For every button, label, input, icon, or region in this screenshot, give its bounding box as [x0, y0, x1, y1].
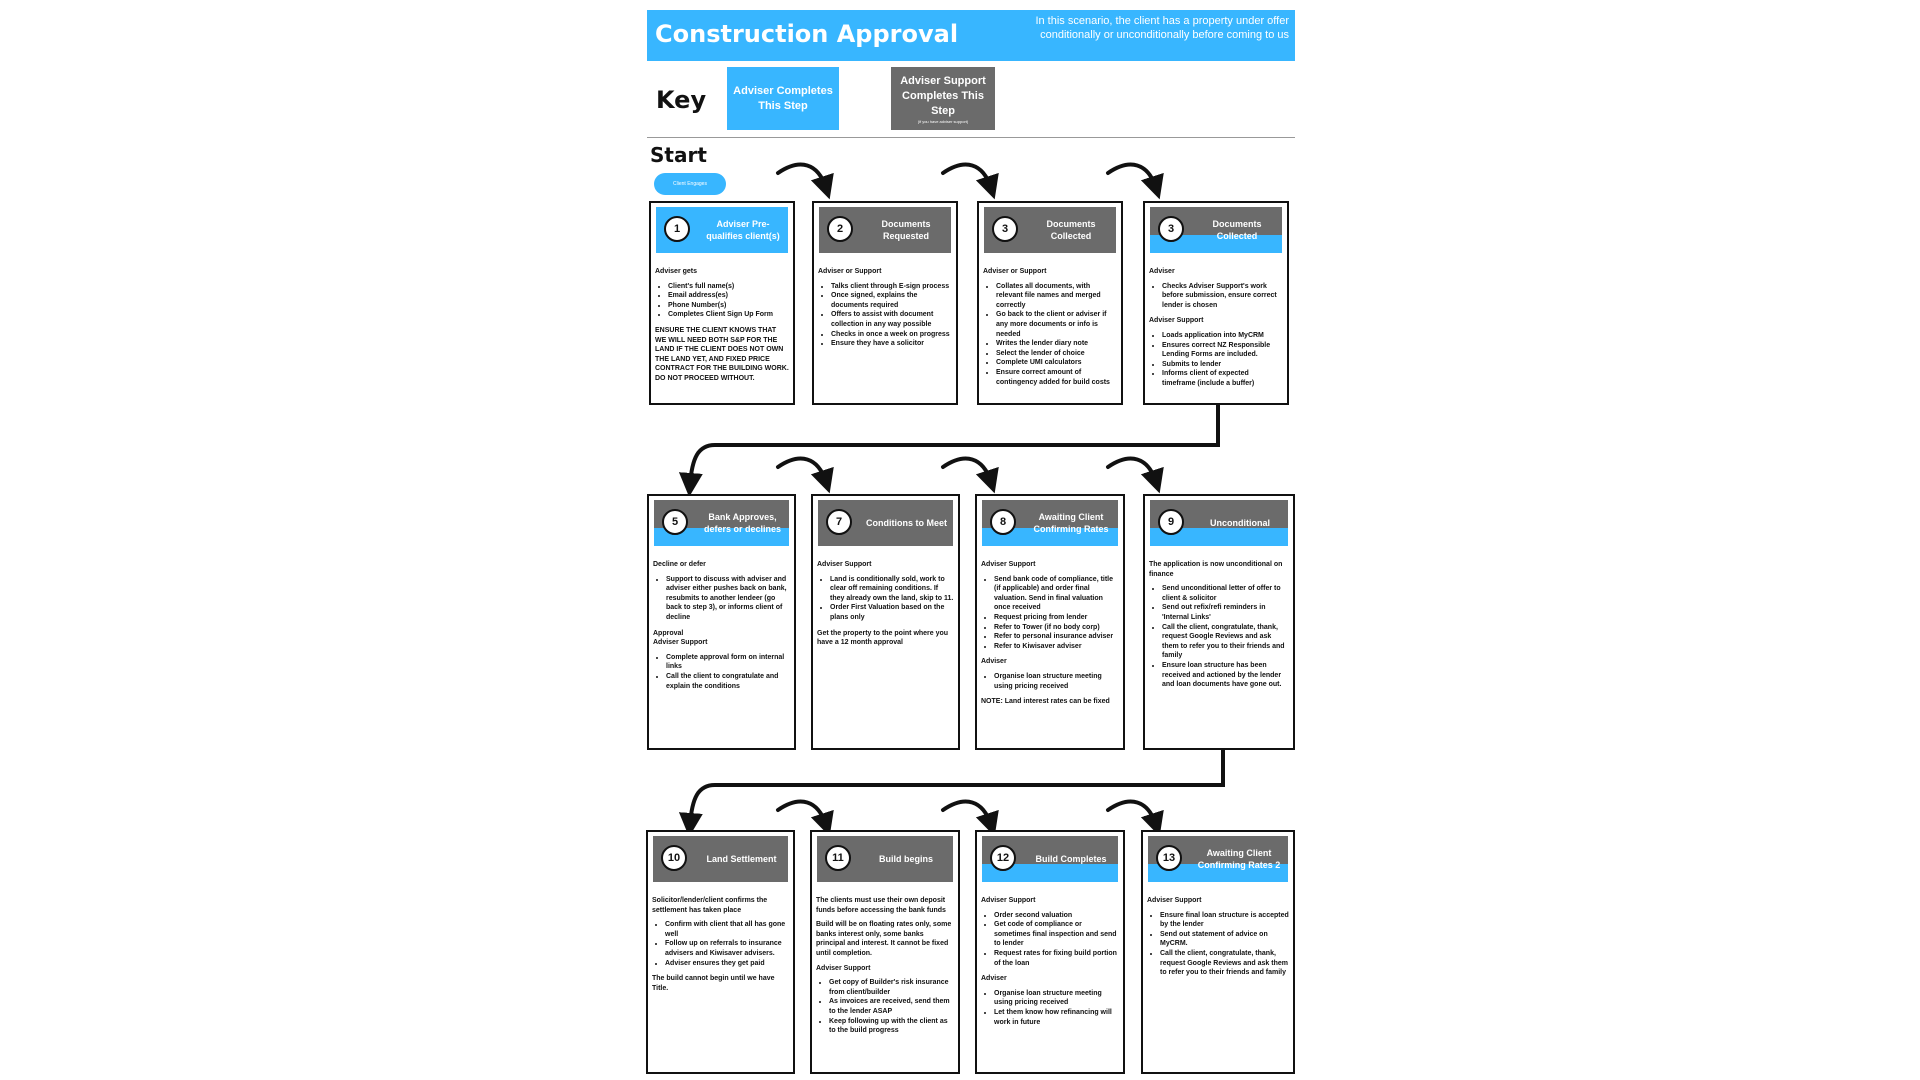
- step-number: 3: [992, 216, 1018, 242]
- step-number: 9: [1158, 509, 1184, 535]
- step-section-subheading: Adviser Support: [653, 639, 708, 647]
- step-section-heading: Adviser: [981, 975, 1007, 983]
- step-bullet-item: • Client's full name(s): [668, 282, 789, 292]
- step-header: [817, 836, 953, 882]
- arrow-5-7: [778, 459, 826, 482]
- step-bullet-item: • Email address(es): [668, 291, 789, 301]
- step-body: [981, 560, 1119, 712]
- step-number: 7: [826, 509, 852, 535]
- arrow-row2-row3: [690, 750, 1223, 825]
- arrow-7-8: [943, 459, 991, 482]
- step-section-heading: Adviser: [981, 658, 1007, 666]
- arrow-2-3: [943, 165, 991, 188]
- step-title: Adviser Pre-qualifies client(s): [706, 219, 780, 241]
- step-bullet-item: • Writes the lender diary note: [996, 339, 1117, 349]
- step-bullet-item: • Refer to personal insurance adviser: [994, 632, 1119, 642]
- step-bullet-list: [652, 920, 789, 968]
- key-label: Key: [656, 86, 707, 114]
- step-bullet-item: • Get copy of Builder's risk insurance from client/builder: [829, 978, 954, 997]
- arrow-11-12: [943, 802, 991, 825]
- step-bullet-item: • Select the lender of choice: [996, 349, 1117, 359]
- step-bullet-item: • Ensures correct NZ Responsible Lending Forms are included.: [1162, 341, 1283, 360]
- step-note: The build cannot begin until we have Title.: [652, 975, 775, 992]
- step-title: Documents Collected: [1046, 219, 1096, 241]
- step-body: [981, 896, 1119, 1033]
- step-note: NOTE: Land interest rates can be fixed: [981, 698, 1110, 706]
- arrow-3-4: [1108, 165, 1156, 188]
- step-bullet-item: • Collates all documents, with relevant file names and merged correctly: [996, 282, 1117, 311]
- step-card-1: [649, 201, 795, 405]
- step-bullet-list: [981, 672, 1119, 691]
- step-bullet-item: • Adviser ensures they get paid: [665, 959, 789, 969]
- step-section-heading: Adviser Support: [1147, 897, 1202, 904]
- step-note: Build will be on floating rates only, some banks interest only, some banks principal and interest. It cannot be fixed until completion.: [816, 921, 952, 957]
- step-bullet-item: • Organise loan structure meeting using pricing received: [994, 672, 1119, 691]
- arrow-1-2: [778, 165, 826, 188]
- step-title: Unconditional: [1210, 518, 1270, 528]
- arrow-8-9: [1108, 459, 1156, 482]
- step-bullet-item: • Loads application into MyCRM: [1162, 331, 1283, 341]
- step-bullet-item: • Keep following up with the client as to the build progress: [829, 1017, 954, 1036]
- step-bullet-item: • Send unconditional letter of offer to client & solicitor: [1162, 584, 1289, 603]
- step-bullet-list: [983, 282, 1117, 388]
- step-bullet-item: • Follow up on referrals to insurance advisers and Kiwisaver advisers.: [665, 939, 789, 958]
- step-bullet-list: [653, 653, 790, 691]
- step-bullet-item: • Request pricing from lender: [994, 613, 1119, 623]
- step-bullet-item: • Complete approval form on internal links: [666, 653, 790, 672]
- step-bullet-item: • Request rates for fixing build portion of the loan: [994, 949, 1119, 968]
- step-header: [653, 836, 788, 882]
- step-number: 5: [662, 509, 688, 535]
- step-title: Build begins: [879, 854, 933, 864]
- step-bullet-list: [653, 575, 790, 623]
- step-number: 12: [990, 845, 1016, 871]
- step-card-3: [977, 201, 1123, 405]
- step-section-heading: Adviser Support: [817, 561, 872, 568]
- step-note: Solicitor/lender/client confirms the settlement has taken place: [652, 897, 768, 914]
- start-label: Start: [650, 143, 707, 167]
- step-section-heading: Adviser or Support: [983, 268, 1047, 275]
- step-body: [653, 560, 790, 697]
- step-bullet-list: [1149, 282, 1283, 311]
- step-bullet-list: [1149, 331, 1283, 389]
- step-card-8: [1143, 494, 1295, 750]
- step-bullet-list: [1147, 911, 1289, 978]
- key-adviser-label: Adviser Completes This Step: [733, 84, 833, 112]
- step-header: [1150, 207, 1282, 253]
- step-section-heading: Adviser or Support: [818, 268, 882, 275]
- step-header: [819, 207, 951, 253]
- step-bullet-item: • Refer to Tower (if no body corp): [994, 623, 1119, 633]
- step-bullet-item: • Completes Client Sign Up Form: [668, 310, 789, 320]
- step-header: [1150, 500, 1288, 546]
- step-bullet-item: • Ensure loan structure has been received and actioned by the lender and loan documents have gone out.: [1162, 661, 1289, 690]
- step-bullet-item: • Call the client, congratulate, thank, request Google Reviews and ask them to refer you to their friends and family: [1162, 623, 1289, 661]
- step-section-heading: Adviser: [1149, 268, 1175, 275]
- step-bullet-item: • Send out statement of advice on MyCRM.: [1160, 930, 1289, 949]
- step-header: [984, 207, 1116, 253]
- step-card-5: [647, 494, 796, 750]
- step-title: Awaiting Client Confirming Rates: [1033, 512, 1109, 534]
- step-bullet-item: • As invoices are received, send them to the lender ASAP: [829, 997, 954, 1016]
- step-bullet-list: [817, 575, 954, 623]
- step-bullet-item: • Land is conditionally sold, work to clear off remaining conditions. If they already own the land, skip to 11.: [830, 575, 954, 604]
- key-support-footnote: (if you have adviser support): [917, 118, 969, 124]
- step-bullet-item: • Confirm with client that all has gone well: [665, 920, 789, 939]
- step-bullet-item: • Phone Number(s): [668, 301, 789, 311]
- step-number: 8: [990, 509, 1016, 535]
- step-card-10: [810, 830, 960, 1074]
- page-title: Construction Approval: [655, 20, 959, 48]
- step-section-heading: Approval: [653, 629, 684, 637]
- step-note: The clients must use their own deposit funds before accessing the bank funds: [816, 897, 946, 914]
- step-bullet-list: [818, 282, 952, 349]
- step-body: [1149, 560, 1289, 696]
- step-title: Build Completes: [1035, 854, 1107, 864]
- step-section-heading: Adviser Support: [981, 897, 1036, 904]
- step-bullet-item: • Call the client, congratulate, thank, request Google Reviews and ask them to refer you to their friends and family: [1160, 949, 1289, 978]
- step-bullet-list: [981, 989, 1119, 1027]
- step-section-heading: Decline or defer: [653, 561, 706, 568]
- step-title: Land Settlement: [706, 854, 777, 864]
- step-bullet-item: • Ensure final loan structure is accepted by the lender: [1160, 911, 1289, 930]
- step-card-12: [1141, 830, 1295, 1074]
- step-title: Documents Collected: [1212, 219, 1262, 241]
- step-card-9: [646, 830, 795, 1074]
- step-header: [982, 500, 1118, 546]
- step-section-heading: Adviser Support: [1149, 317, 1204, 325]
- key-support-label: Adviser Support Completes This Step: [900, 74, 986, 117]
- step-body: [816, 896, 954, 1042]
- scenario-note: In this scenario, the client has a property under offer conditionally or unconditionally before coming to us: [1035, 15, 1289, 41]
- step-bullet-item: • Send bank code of compliance, title (if applicable) and order final valuation. Send in final valuation once received: [994, 575, 1119, 613]
- step-number: 3: [1158, 216, 1184, 242]
- arrow-row1-row2: [690, 405, 1218, 485]
- step-bullet-list: [816, 978, 954, 1036]
- step-section-heading: Adviser Support: [981, 561, 1036, 568]
- client-engages-pill: Client Engages: [654, 173, 726, 195]
- step-bullet-item: • Get code of compliance or sometimes final inspection and send to lender: [994, 920, 1119, 949]
- step-bullet-item: • Order First Valuation based on the plans only: [830, 603, 954, 622]
- step-body: [655, 267, 789, 389]
- arrow-10-11: [778, 802, 826, 825]
- arrow-12-13: [1108, 802, 1156, 825]
- step-card-7: [975, 494, 1125, 750]
- step-bullet-list: [1149, 584, 1289, 690]
- step-title: Bank Approves, defers or declines: [703, 512, 782, 534]
- step-number: 10: [661, 845, 687, 871]
- step-number: 11: [825, 845, 851, 871]
- step-bullet-item: • Checks Adviser Support's work before submission, ensure correct lender is chosen: [1162, 282, 1283, 311]
- step-title: Awaiting Client Confirming Rates 2: [1197, 848, 1281, 870]
- step-card-11: [975, 830, 1125, 1074]
- step-body: [1147, 896, 1289, 984]
- step-body: [818, 267, 952, 355]
- step-title: Documents Requested: [881, 219, 931, 241]
- step-bullet-item: • Let them know how refinancing will work in future: [994, 1008, 1119, 1027]
- step-body: [652, 896, 789, 998]
- step-bullet-item: • Complete UMI calculators: [996, 358, 1117, 368]
- step-bullet-item: • Ensure they have a solicitor: [831, 339, 952, 349]
- step-bullet-item: • Order second valuation: [994, 911, 1119, 921]
- step-bullet-item: • Submits to lender: [1162, 360, 1283, 370]
- step-bullet-item: • Once signed, explains the documents required: [831, 291, 952, 310]
- step-note: ENSURE THE CLIENT KNOWS THAT WE WILL NEED BOTH S&P FOR THE LAND IF THE CLIENT DOES NOT OWN THE LAND YET, AND FIXED PRICE CONTRACT FOR THE BUILDING WORK. DO NOT PROCEED WITHOUT.: [655, 326, 789, 382]
- step-bullet-item: • Send out refix/refi reminders in 'Internal Links': [1162, 603, 1289, 622]
- step-section-heading: Adviser Support: [816, 964, 871, 972]
- step-bullet-item: • Informs client of expected timeframe (include a buffer): [1162, 369, 1283, 388]
- step-header: [1148, 836, 1288, 882]
- step-bullet-item: • Ensure correct amount of contingency added for build costs: [996, 368, 1117, 387]
- step-bullet-item: • Refer to Kiwisaver adviser: [994, 642, 1119, 652]
- step-section-heading: Adviser gets: [655, 268, 698, 275]
- step-header: [982, 836, 1118, 882]
- step-title: Conditions to Meet: [866, 518, 947, 528]
- step-note: The application is now unconditional on finance: [1149, 561, 1283, 578]
- step-header: [654, 500, 789, 546]
- step-note: Get the property to the point where you have a 12 month approval: [817, 629, 949, 647]
- step-body: [817, 560, 954, 653]
- step-bullet-list: [981, 575, 1119, 652]
- step-card-4: [1143, 201, 1289, 405]
- step-bullet-item: • Go back to the client or adviser if any more documents or info is needed: [996, 310, 1117, 339]
- step-body: [1149, 267, 1283, 395]
- step-bullet-list: [981, 911, 1119, 969]
- step-bullet-item: • Support to discuss with adviser and adviser either pushes back on bank, resubmits to another lendeer (go back to step 3), or informs client of decline: [666, 575, 790, 623]
- step-card-2: [812, 201, 958, 405]
- step-bullet-item: • Talks client through E-sign process: [831, 282, 952, 292]
- step-number: 1: [664, 216, 690, 242]
- step-card-6: [811, 494, 960, 750]
- step-body: [983, 267, 1117, 393]
- step-bullet-list: [655, 282, 789, 320]
- step-bullet-item: • Organise loan structure meeting using pricing received: [994, 989, 1119, 1008]
- step-bullet-item: • Offers to assist with document collection in any way possible: [831, 310, 952, 329]
- step-number: 13: [1156, 845, 1182, 871]
- step-bullet-item: • Checks in once a week on progress: [831, 330, 952, 340]
- step-header: [818, 500, 953, 546]
- step-number: 2: [827, 216, 853, 242]
- step-bullet-item: • Call the client to congratulate and explain the conditions: [666, 672, 790, 691]
- step-header: [656, 207, 788, 253]
